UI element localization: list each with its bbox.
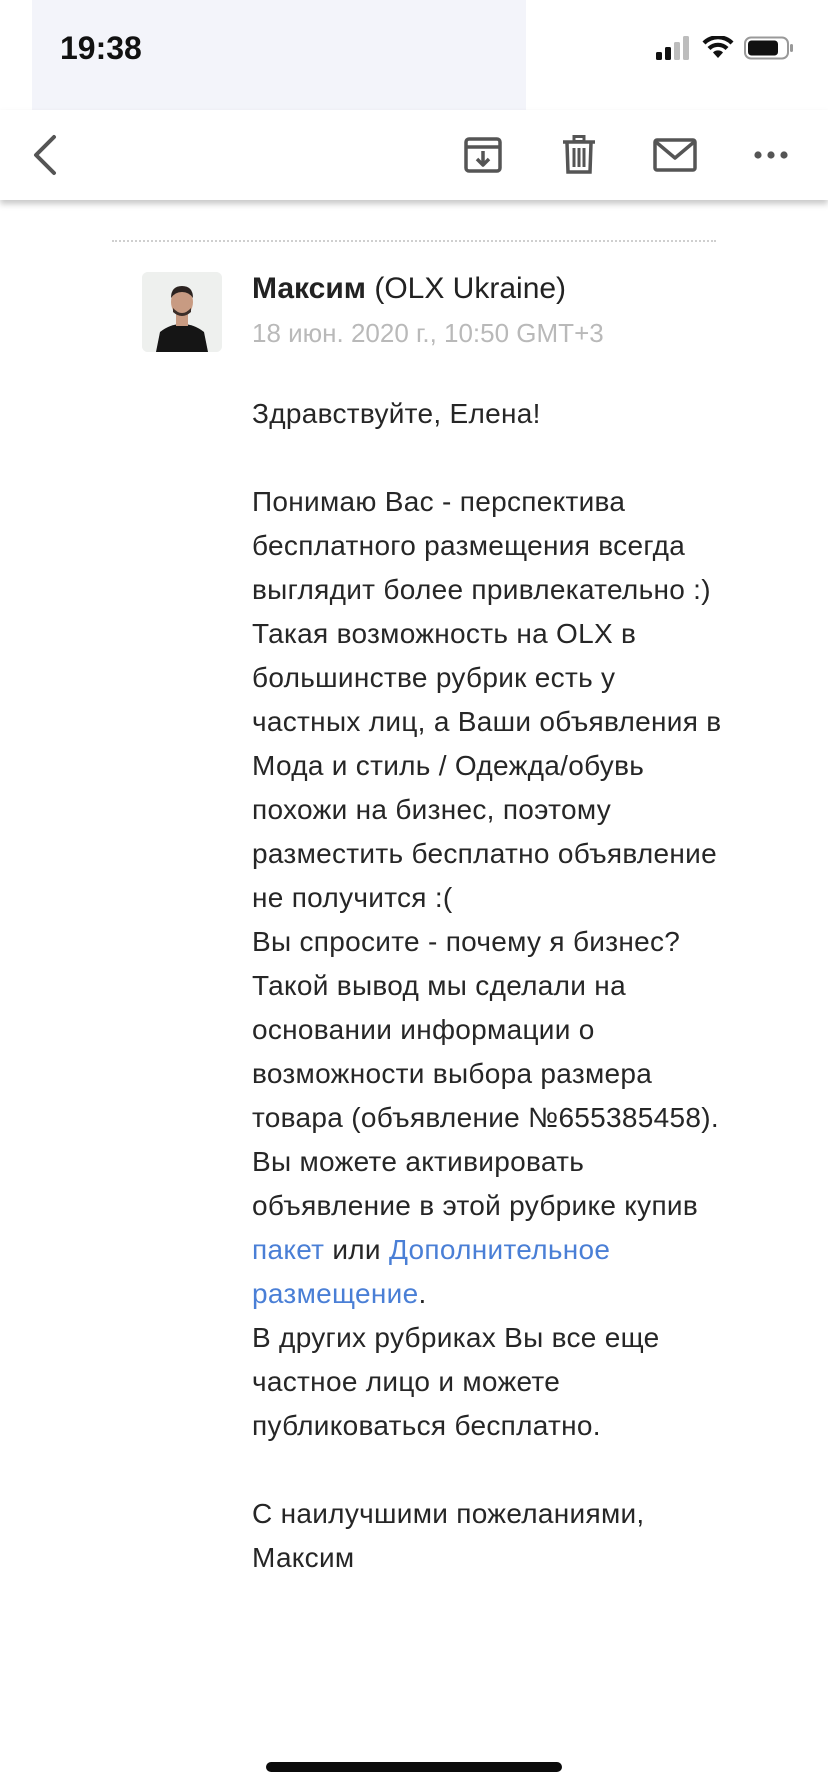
more-icon — [753, 150, 789, 160]
wifi-icon — [702, 36, 734, 65]
closing: С наилучшими пожеланиями, — [252, 1498, 645, 1529]
delete-button[interactable] — [544, 110, 614, 200]
extra-placement-link[interactable]: Дополнительное размещение — [252, 1234, 611, 1309]
mark-unread-button[interactable] — [640, 110, 710, 200]
back-icon — [30, 134, 60, 176]
status-time: 19:38 — [60, 30, 142, 66]
cellular-signal-icon — [656, 36, 692, 65]
status-icons — [656, 36, 794, 64]
paragraph-3: Вы можете активировать объявление в этой рубрике купив пакет или Дополнительное размещение. — [252, 1146, 699, 1309]
sender-org: (OLX Ukraine) — [374, 272, 567, 305]
battery-icon — [744, 36, 794, 65]
paragraph-1: Понимаю Вас - перспектива бесплатного размещения всегда выглядит более привлекательно :) Такая возможность на OLX в большинстве рубрик есть у частных лиц, а Ваши объявления в Мода и стиль / Одежда/обувь похожи на бизнес, поэтому разместить бесплатно объявление не получится :( — [252, 486, 722, 913]
paragraph-2: Вы спросите - почему я бизнес? Такой вывод мы сделали на основании информации о возможности выбора размера товара (объявление №655385458). — [252, 926, 719, 1133]
paragraph-4: В других рубриках Вы все еще частное лицо и можете публиковаться бесплатно. — [252, 1322, 660, 1441]
mail-icon — [653, 138, 697, 172]
more-button[interactable] — [736, 110, 806, 200]
package-link[interactable]: пакет — [252, 1234, 325, 1265]
trash-icon — [561, 135, 597, 175]
message-toolbar — [0, 110, 828, 200]
sender — [252, 272, 566, 306]
archive-button[interactable] — [448, 110, 518, 200]
status-bar — [0, 0, 828, 110]
signature: Максим — [252, 1542, 355, 1573]
sender-photo-icon — [142, 272, 222, 352]
message-body — [252, 392, 732, 1580]
message-divider — [112, 240, 716, 242]
home-indicator[interactable] — [266, 1762, 562, 1772]
archive-icon — [463, 135, 503, 175]
message-date: 18 июн. 2020 г., 10:50 GMT+3 — [252, 318, 604, 348]
sender-name: Максим — [252, 272, 366, 305]
avatar[interactable] — [142, 272, 222, 352]
greeting: Здравствуйте, Елена! — [252, 398, 541, 429]
back-button[interactable] — [10, 110, 80, 200]
